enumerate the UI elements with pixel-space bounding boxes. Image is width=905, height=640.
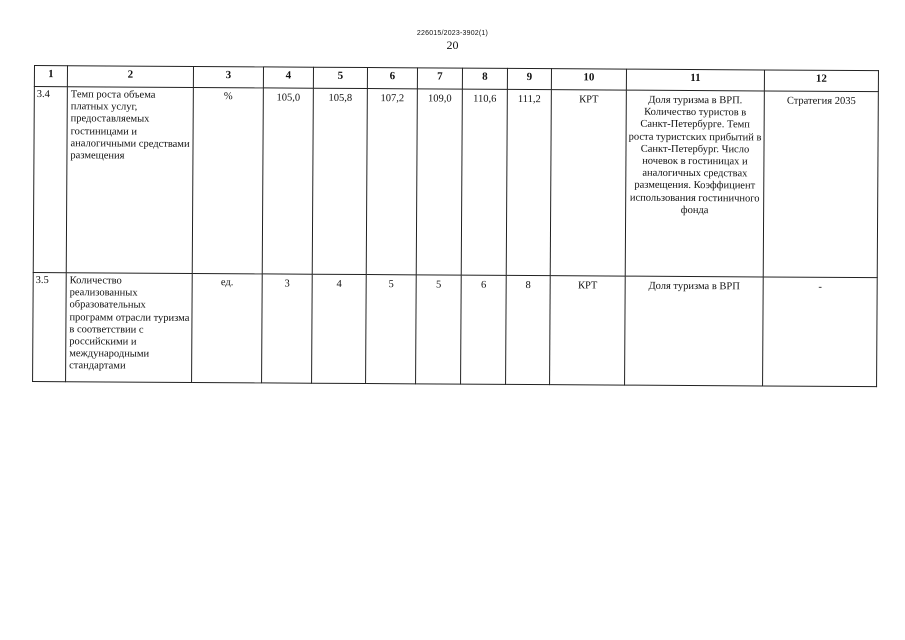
unit: ед. (192, 273, 263, 382)
indicators-table (32, 65, 879, 387)
document-id: 226015/2023-3902(1) (416, 30, 489, 37)
column-header: 8 (462, 68, 507, 89)
value-cell: 105,0 (262, 88, 313, 274)
value-cell: 3 (262, 274, 313, 383)
table-row (33, 272, 878, 386)
column-header: 11 (626, 69, 764, 91)
value-cell: 5 (416, 275, 462, 384)
responsible: КРТ (550, 276, 626, 385)
indicator-name: Темп роста объема платных услуг, предоставляемых гостиницами и аналогичными средствами размещения (66, 87, 193, 274)
column-header: 2 (67, 66, 193, 88)
value-cell: 6 (461, 275, 507, 384)
value-cell: 5 (366, 275, 417, 384)
source-document: - (763, 277, 878, 387)
source-document: Стратегия 2035 (763, 91, 878, 278)
value-cell: 111,2 (506, 89, 551, 275)
value-cell: 105,8 (312, 88, 367, 274)
value-cell: 110,6 (461, 89, 507, 275)
page-number: 20 (446, 38, 459, 52)
column-header: 10 (551, 69, 626, 90)
indicator-name: Количество реализованных образовательных программ отрасли туризма в соответствии с российскими и международными стандартами (66, 273, 193, 383)
row-number: 3.4 (33, 87, 67, 273)
table-row (33, 87, 878, 278)
column-header: 7 (417, 68, 462, 89)
column-header: 3 (193, 66, 263, 87)
responsible: КРТ (550, 90, 626, 276)
column-header: 4 (263, 67, 313, 88)
related-indicators: Доля туризма в ВРП. Количество туристов в Санкт-Петербурге. Темп роста туристских прибытий в Санкт-Петербург. Число ночевок в гостиницах и аналогичных средствах размещения. Коэффициент использования гостиничного фонда (625, 90, 764, 277)
value-cell: 4 (312, 274, 367, 383)
column-header: 5 (313, 67, 367, 88)
value-cell: 109,0 (416, 89, 462, 275)
column-header: 9 (507, 68, 551, 89)
value-cell: 107,2 (366, 89, 417, 275)
value-cell: 8 (506, 275, 551, 384)
column-header: 12 (764, 70, 878, 92)
row-number: 3.5 (33, 272, 67, 381)
column-header: 1 (34, 66, 67, 87)
unit: % (192, 87, 263, 273)
related-indicators: Доля туризма в ВРП (625, 276, 764, 386)
column-header: 6 (367, 68, 417, 89)
